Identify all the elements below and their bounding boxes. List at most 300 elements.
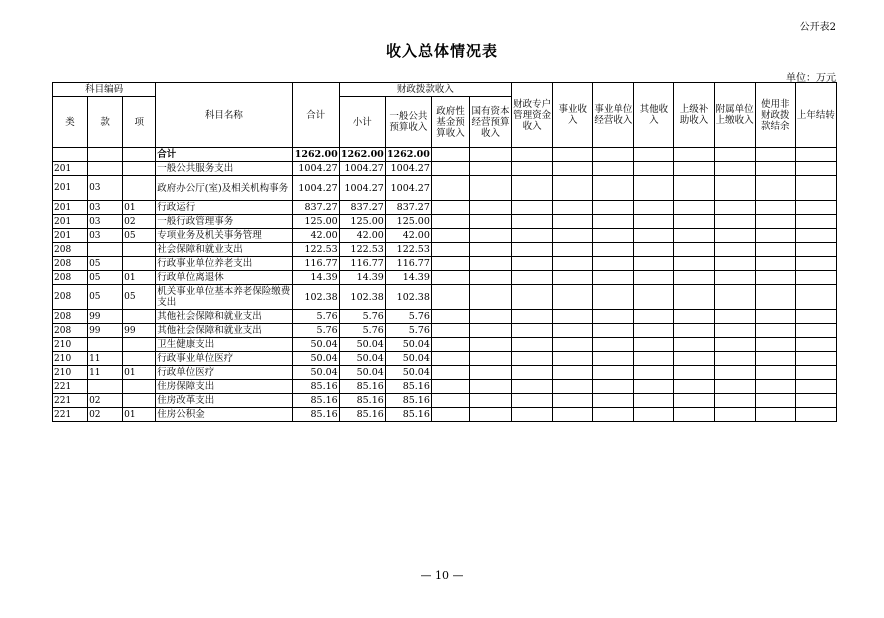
table-row xyxy=(53,394,837,408)
header-non-fiscal-balance: 使用非财政拨款结余 xyxy=(755,83,795,148)
cell-empty xyxy=(795,229,836,243)
cell-kuan: 05 xyxy=(88,285,123,310)
table-row xyxy=(53,243,837,257)
cell-lei: 210 xyxy=(53,338,88,352)
document-id-label: 公开表2 xyxy=(799,22,836,33)
cell-lei: 221 xyxy=(53,408,88,422)
cell-subtotal: 14.39 xyxy=(339,271,385,285)
total-row xyxy=(53,148,837,162)
cell-empty xyxy=(634,394,674,408)
cell-empty xyxy=(634,352,674,366)
cell-lei xyxy=(53,148,88,162)
cell-empty xyxy=(512,310,553,324)
table-row xyxy=(53,380,837,394)
cell-empty xyxy=(755,176,795,201)
cell-empty xyxy=(714,257,755,271)
cell-empty xyxy=(553,215,593,229)
cell-subject-name: 住房改革支出 xyxy=(156,394,292,408)
table-row xyxy=(53,257,837,271)
cell-empty xyxy=(755,338,795,352)
header-code-group: 科目编码 xyxy=(53,83,156,97)
table-row xyxy=(53,352,837,366)
cell-empty xyxy=(470,394,512,408)
header-subtotal: 小计 xyxy=(339,97,385,148)
cell-empty xyxy=(714,338,755,352)
cell-total: 85.16 xyxy=(292,408,339,422)
cell-lei: 201 xyxy=(53,229,88,243)
cell-subtotal: 50.04 xyxy=(339,338,385,352)
header-kuan: 款 xyxy=(88,97,123,148)
cell-subtotal: 5.76 xyxy=(339,324,385,338)
cell-empty xyxy=(470,352,512,366)
cell-empty xyxy=(431,408,469,422)
table-row xyxy=(53,310,837,324)
cell-empty xyxy=(553,176,593,201)
cell-empty xyxy=(674,148,714,162)
cell-empty xyxy=(470,408,512,422)
cell-subject-name: 社会保障和就业支出 xyxy=(156,243,292,257)
table-row xyxy=(53,366,837,380)
table-body xyxy=(53,148,837,422)
cell-empty xyxy=(553,285,593,310)
cell-total: 1262.00 xyxy=(292,148,339,162)
cell-empty xyxy=(755,352,795,366)
cell-xiang xyxy=(123,380,156,394)
cell-empty xyxy=(714,394,755,408)
cell-empty xyxy=(553,162,593,176)
cell-empty xyxy=(755,229,795,243)
header-subordinate-payment: 附属单位上缴收入 xyxy=(714,83,755,148)
cell-empty xyxy=(674,352,714,366)
cell-empty xyxy=(674,271,714,285)
cell-general-budget: 42.00 xyxy=(385,229,431,243)
cell-empty xyxy=(512,148,553,162)
header-carryover: 上年结转 xyxy=(795,83,836,148)
cell-empty xyxy=(593,338,634,352)
cell-empty xyxy=(714,148,755,162)
cell-empty xyxy=(431,352,469,366)
cell-total: 1004.27 xyxy=(292,176,339,201)
cell-subject-name: 卫生健康支出 xyxy=(156,338,292,352)
cell-empty xyxy=(634,229,674,243)
cell-empty xyxy=(795,176,836,201)
cell-empty xyxy=(431,201,469,215)
cell-subtotal: 125.00 xyxy=(339,215,385,229)
cell-empty xyxy=(553,271,593,285)
cell-empty xyxy=(553,201,593,215)
cell-general-budget: 5.76 xyxy=(385,324,431,338)
cell-general-budget: 85.16 xyxy=(385,394,431,408)
cell-empty xyxy=(470,176,512,201)
table-row xyxy=(53,324,837,338)
cell-empty xyxy=(512,271,553,285)
cell-empty xyxy=(634,285,674,310)
cell-subtotal: 1262.00 xyxy=(340,148,384,160)
cell-empty xyxy=(431,366,469,380)
cell-total: 102.38 xyxy=(292,285,339,310)
cell-subject-name: 行政运行 xyxy=(156,201,292,215)
cell-empty xyxy=(674,176,714,201)
cell-subtotal: 1004.27 xyxy=(339,176,385,201)
cell-empty xyxy=(674,338,714,352)
cell-total: 85.16 xyxy=(292,380,339,394)
cell-empty xyxy=(795,310,836,324)
cell-empty xyxy=(634,324,674,338)
cell-empty xyxy=(634,338,674,352)
cell-empty xyxy=(634,408,674,422)
cell-kuan xyxy=(88,338,123,352)
cell-subject-name: 其他社会保障和就业支出 xyxy=(156,324,292,338)
cell-kuan: 03 xyxy=(88,215,123,229)
cell-subject-name: 行政单位离退休 xyxy=(156,271,292,285)
cell-subtotal: 50.04 xyxy=(339,366,385,380)
cell-empty xyxy=(674,257,714,271)
cell-empty xyxy=(512,201,553,215)
cell-empty xyxy=(634,148,674,162)
cell-empty xyxy=(755,324,795,338)
cell-empty xyxy=(431,229,469,243)
cell-xiang: 01 xyxy=(123,201,156,215)
cell-lei: 201 xyxy=(53,201,88,215)
header-business-income: 事业收入 xyxy=(553,83,593,148)
cell-xiang xyxy=(123,257,156,271)
cell-empty xyxy=(512,394,553,408)
cell-general-budget: 50.04 xyxy=(385,338,431,352)
cell-empty xyxy=(553,243,593,257)
cell-kuan: 02 xyxy=(88,408,123,422)
cell-subtotal: 85.16 xyxy=(339,380,385,394)
cell-kuan: 03 xyxy=(88,176,123,201)
cell-lei: 208 xyxy=(53,310,88,324)
cell-xiang xyxy=(123,243,156,257)
cell-empty xyxy=(795,380,836,394)
cell-empty xyxy=(553,380,593,394)
table-row xyxy=(53,229,837,243)
cell-empty xyxy=(593,257,634,271)
cell-lei: 221 xyxy=(53,380,88,394)
cell-empty xyxy=(714,243,755,257)
cell-empty xyxy=(714,162,755,176)
cell-xiang: 02 xyxy=(123,215,156,229)
cell-subtotal: 1004.27 xyxy=(339,162,385,176)
cell-empty xyxy=(470,338,512,352)
cell-subject-name: 行政单位医疗 xyxy=(156,366,292,380)
cell-empty xyxy=(431,380,469,394)
cell-empty xyxy=(674,215,714,229)
cell-total: 14.39 xyxy=(292,271,339,285)
cell-empty xyxy=(634,176,674,201)
cell-empty xyxy=(795,338,836,352)
header-other-income: 其他收入 xyxy=(634,83,674,148)
cell-empty xyxy=(674,380,714,394)
cell-kuan: 03 xyxy=(88,229,123,243)
cell-empty xyxy=(714,366,755,380)
cell-empty xyxy=(674,243,714,257)
cell-empty xyxy=(553,338,593,352)
header-fiscal-group: 财政拨款收入 xyxy=(339,83,511,97)
cell-empty xyxy=(795,215,836,229)
cell-xiang: 99 xyxy=(123,324,156,338)
cell-general-budget: 116.77 xyxy=(385,257,431,271)
cell-empty xyxy=(795,201,836,215)
cell-total: 125.00 xyxy=(292,215,339,229)
cell-empty xyxy=(470,215,512,229)
cell-lei: 201 xyxy=(53,176,88,201)
cell-empty xyxy=(755,380,795,394)
cell-empty xyxy=(512,380,553,394)
cell-empty xyxy=(714,352,755,366)
cell-empty xyxy=(714,215,755,229)
cell-empty xyxy=(470,229,512,243)
cell-total: 837.27 xyxy=(292,201,339,215)
cell-empty xyxy=(431,394,469,408)
cell-kuan: 02 xyxy=(88,394,123,408)
header-xiang: 项 xyxy=(123,97,156,148)
cell-xiang xyxy=(123,352,156,366)
cell-empty xyxy=(674,324,714,338)
cell-empty xyxy=(593,162,634,176)
cell-empty xyxy=(714,201,755,215)
cell-empty xyxy=(553,394,593,408)
page-number: — 10 — xyxy=(420,569,464,582)
cell-empty xyxy=(755,243,795,257)
cell-xiang: 05 xyxy=(123,285,156,310)
cell-empty xyxy=(634,215,674,229)
cell-empty xyxy=(674,201,714,215)
cell-empty xyxy=(512,215,553,229)
header-state-capital: 国有资本经营预算收入 xyxy=(470,97,512,148)
income-summary-table xyxy=(52,82,837,422)
cell-total: 42.00 xyxy=(292,229,339,243)
table-row xyxy=(53,408,837,422)
cell-empty xyxy=(553,257,593,271)
cell-lei: 208 xyxy=(53,285,88,310)
cell-empty xyxy=(470,257,512,271)
cell-empty xyxy=(470,310,512,324)
cell-empty xyxy=(674,310,714,324)
cell-empty xyxy=(795,271,836,285)
cell-total: 50.04 xyxy=(292,366,339,380)
cell-empty xyxy=(512,162,553,176)
cell-empty xyxy=(755,366,795,380)
cell-empty xyxy=(714,176,755,201)
cell-empty xyxy=(755,310,795,324)
cell-empty xyxy=(512,243,553,257)
cell-empty xyxy=(593,394,634,408)
cell-empty xyxy=(593,148,634,162)
cell-empty xyxy=(470,271,512,285)
cell-empty xyxy=(714,324,755,338)
cell-general-budget: 125.00 xyxy=(385,215,431,229)
cell-empty xyxy=(553,324,593,338)
cell-empty xyxy=(755,148,795,162)
cell-empty xyxy=(593,352,634,366)
cell-empty xyxy=(512,229,553,243)
cell-empty xyxy=(593,271,634,285)
cell-empty xyxy=(470,324,512,338)
cell-empty xyxy=(553,229,593,243)
cell-general-budget: 85.16 xyxy=(385,380,431,394)
cell-subject-name: 其他社会保障和就业支出 xyxy=(156,310,292,324)
cell-empty xyxy=(512,408,553,422)
cell-general-budget: 14.39 xyxy=(385,271,431,285)
cell-general-budget: 50.04 xyxy=(385,366,431,380)
cell-empty xyxy=(593,201,634,215)
cell-empty xyxy=(795,285,836,310)
cell-empty xyxy=(795,243,836,257)
header-special-fund: 财政专户管理资金收入 xyxy=(512,83,553,148)
cell-empty xyxy=(431,271,469,285)
cell-empty xyxy=(674,162,714,176)
cell-general-budget: 5.76 xyxy=(385,310,431,324)
cell-general-budget: 85.16 xyxy=(385,408,431,422)
cell-kuan xyxy=(88,148,123,162)
cell-general-budget: 1004.27 xyxy=(385,162,431,176)
cell-empty xyxy=(593,408,634,422)
cell-empty xyxy=(593,285,634,310)
cell-xiang: 01 xyxy=(123,271,156,285)
cell-empty xyxy=(431,285,469,310)
cell-xiang xyxy=(123,176,156,201)
cell-empty xyxy=(553,148,593,162)
cell-kuan: 99 xyxy=(88,310,123,324)
cell-empty xyxy=(795,366,836,380)
cell-kuan: 99 xyxy=(88,324,123,338)
cell-empty xyxy=(755,271,795,285)
cell-empty xyxy=(795,148,836,162)
cell-general-budget: 1262.00 xyxy=(386,148,430,160)
cell-empty xyxy=(431,310,469,324)
cell-empty xyxy=(714,408,755,422)
cell-empty xyxy=(431,324,469,338)
cell-lei: 221 xyxy=(53,394,88,408)
cell-total: 5.76 xyxy=(292,310,339,324)
cell-empty xyxy=(634,271,674,285)
cell-subject-name: 一般公共服务支出 xyxy=(156,162,292,176)
cell-empty xyxy=(714,285,755,310)
cell-xiang: 01 xyxy=(123,408,156,422)
cell-empty xyxy=(431,257,469,271)
table-row xyxy=(53,285,837,310)
cell-empty xyxy=(470,366,512,380)
cell-empty xyxy=(634,310,674,324)
table-row xyxy=(53,176,837,201)
cell-empty xyxy=(674,366,714,380)
cell-general-budget: 50.04 xyxy=(385,352,431,366)
cell-empty xyxy=(634,162,674,176)
cell-empty xyxy=(470,380,512,394)
table-row xyxy=(53,215,837,229)
header-gov-fund: 政府性基金预算收入 xyxy=(431,97,469,148)
cell-empty xyxy=(755,285,795,310)
cell-empty xyxy=(714,310,755,324)
cell-subtotal: 42.00 xyxy=(339,229,385,243)
cell-empty xyxy=(431,162,469,176)
table-row xyxy=(53,201,837,215)
cell-empty xyxy=(795,408,836,422)
cell-empty xyxy=(593,366,634,380)
cell-empty xyxy=(714,229,755,243)
cell-empty xyxy=(593,243,634,257)
cell-total: 50.04 xyxy=(292,352,339,366)
cell-subject-name: 政府办公厅(室)及相关机构事务 xyxy=(156,176,292,201)
table-row xyxy=(53,162,837,176)
cell-empty xyxy=(431,176,469,201)
cell-empty xyxy=(755,162,795,176)
cell-xiang xyxy=(123,394,156,408)
cell-lei: 201 xyxy=(53,162,88,176)
cell-empty xyxy=(795,257,836,271)
cell-empty xyxy=(431,243,469,257)
unit-label: 单位：万元 xyxy=(786,73,836,84)
cell-empty xyxy=(755,257,795,271)
cell-empty xyxy=(470,201,512,215)
cell-kuan: 03 xyxy=(88,201,123,215)
cell-empty xyxy=(674,394,714,408)
cell-kuan: 11 xyxy=(88,352,123,366)
header-lei: 类 xyxy=(53,97,88,148)
cell-general-budget: 102.38 xyxy=(385,285,431,310)
cell-subject-name: 合计 xyxy=(156,148,292,162)
cell-empty xyxy=(431,215,469,229)
cell-empty xyxy=(634,201,674,215)
cell-empty xyxy=(512,285,553,310)
cell-empty xyxy=(512,324,553,338)
table-row xyxy=(53,338,837,352)
cell-empty xyxy=(512,176,553,201)
cell-empty xyxy=(593,176,634,201)
page-title: 收入总体情况表 xyxy=(385,42,498,60)
cell-xiang xyxy=(123,310,156,324)
cell-empty xyxy=(674,229,714,243)
cell-lei: 208 xyxy=(53,243,88,257)
cell-subject-name: 住房公积金 xyxy=(156,408,292,422)
cell-xiang: 01 xyxy=(123,366,156,380)
cell-subject-name: 一般行政管理事务 xyxy=(156,215,292,229)
cell-empty xyxy=(512,338,553,352)
cell-subtotal: 85.16 xyxy=(339,408,385,422)
cell-empty xyxy=(593,229,634,243)
cell-empty xyxy=(634,257,674,271)
cell-lei: 210 xyxy=(53,352,88,366)
cell-empty xyxy=(431,148,469,162)
header-general-budget: 一般公共预算收入 xyxy=(385,97,431,148)
cell-empty xyxy=(470,243,512,257)
cell-subtotal: 85.16 xyxy=(339,394,385,408)
cell-general-budget: 1004.27 xyxy=(385,176,431,201)
cell-empty xyxy=(795,162,836,176)
cell-empty xyxy=(593,310,634,324)
cell-general-budget: 122.53 xyxy=(385,243,431,257)
cell-xiang: 05 xyxy=(123,229,156,243)
cell-empty xyxy=(553,310,593,324)
cell-total: 85.16 xyxy=(292,394,339,408)
header-superior-subsidy: 上级补助收入 xyxy=(674,83,714,148)
cell-subtotal: 50.04 xyxy=(339,352,385,366)
cell-empty xyxy=(553,408,593,422)
cell-subtotal: 837.27 xyxy=(339,201,385,215)
cell-empty xyxy=(470,162,512,176)
cell-empty xyxy=(470,285,512,310)
cell-empty xyxy=(512,366,553,380)
cell-empty xyxy=(634,366,674,380)
cell-total: 5.76 xyxy=(292,324,339,338)
cell-empty xyxy=(593,215,634,229)
cell-empty xyxy=(553,352,593,366)
cell-xiang xyxy=(123,162,156,176)
cell-empty xyxy=(795,324,836,338)
cell-lei: 208 xyxy=(53,271,88,285)
